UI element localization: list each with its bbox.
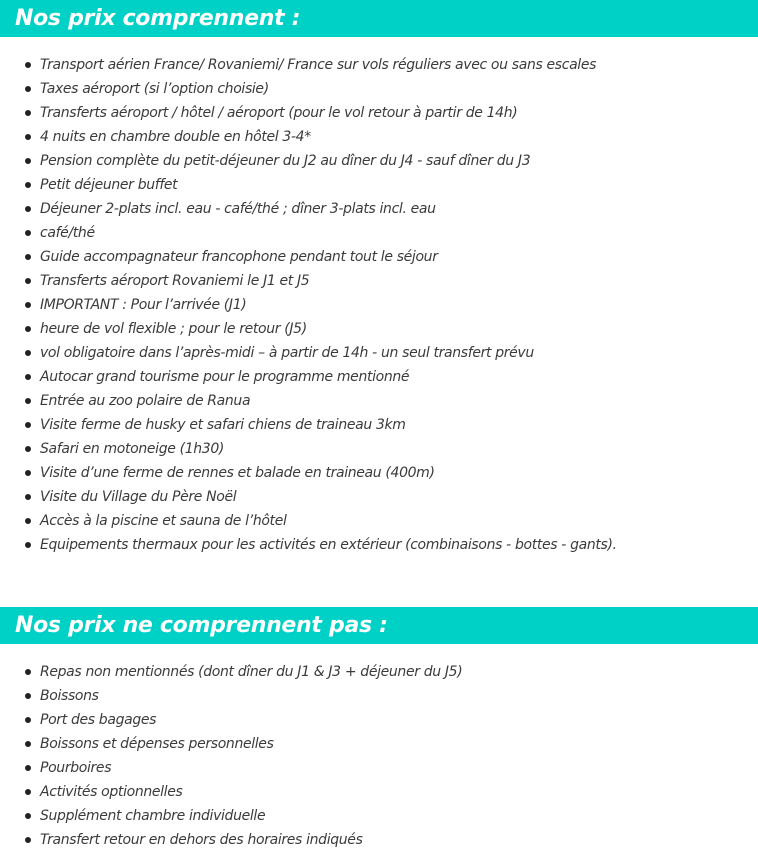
bullet-icon (25, 470, 31, 476)
bullet-icon (25, 789, 31, 795)
bullet-icon (25, 837, 31, 843)
list-item-text: 4 nuits en chambre double en hôtel 3-4* (40, 129, 311, 145)
bullet-icon (25, 765, 31, 771)
list-item (0, 173, 758, 197)
bullet-icon (25, 302, 31, 308)
list-item (0, 341, 758, 365)
included-section-title: Nos prix comprennent : (0, 0, 758, 37)
list-item-text: Taxes aéroport (si l’option choisie) (40, 81, 269, 97)
list-item (0, 533, 758, 557)
list-item (0, 77, 758, 101)
list-item (0, 708, 758, 732)
list-item-text: Transfert retour en dehors des horaires indiqués (40, 832, 363, 848)
list-item-text: Safari en motoneige (1h30) (40, 441, 225, 457)
list-item (0, 221, 758, 245)
list-item-text: Equipements thermaux pour les activités en extérieur (combinaisons - bottes - gants). (40, 537, 617, 553)
list-item (0, 461, 758, 485)
bullet-icon (25, 693, 31, 699)
bullet-icon (25, 350, 31, 356)
list-item (0, 365, 758, 389)
bullet-icon (25, 206, 31, 212)
included-items-list (0, 53, 758, 557)
list-item (0, 293, 758, 317)
excluded-items-list (0, 660, 758, 852)
list-item-text: Visite d’une ferme de rennes et balade en traineau (400m) (40, 465, 435, 481)
list-item-text: Transport aérien France/ Rovaniemi/ France sur vols réguliers avec ou sans escales (40, 57, 597, 73)
list-item-text: Pourboires (40, 760, 112, 776)
bullet-icon (25, 230, 31, 236)
excluded-section-title: Nos prix ne comprennent pas : (0, 607, 758, 644)
list-item-text: Boissons (40, 688, 99, 704)
bullet-icon (25, 374, 31, 380)
bullet-icon (25, 741, 31, 747)
list-item-text: Activités optionnelles (40, 784, 183, 800)
bullet-icon (25, 158, 31, 164)
list-item-text: Déjeuner 2-plats incl. eau - café/thé ; dîner 3-plats incl. eau (40, 201, 436, 217)
list-item-text: Entrée au zoo polaire de Ranua (40, 393, 251, 409)
bullet-icon (25, 518, 31, 524)
list-item-text: Visite du Village du Père Noël (40, 489, 237, 505)
bullet-icon (25, 446, 31, 452)
list-item-text: Visite ferme de husky et safari chiens de traineau 3km (40, 417, 406, 433)
list-item (0, 269, 758, 293)
list-item-text: Pension complète du petit-déjeuner du J2 au dîner du J4 - sauf dîner du J3 (40, 153, 531, 169)
list-item (0, 756, 758, 780)
list-item-text: Transferts aéroport Rovaniemi le J1 et J5 (40, 273, 310, 289)
list-item-text: Accès à la piscine et sauna de l’hôtel (40, 513, 287, 529)
list-item (0, 509, 758, 533)
list-item-text: Supplément chambre individuelle (40, 808, 266, 824)
list-item (0, 485, 758, 509)
list-item (0, 732, 758, 756)
bullet-icon (25, 110, 31, 116)
bullet-icon (25, 813, 31, 819)
list-item-text: Boissons et dépenses personnelles (40, 736, 274, 752)
bullet-icon (25, 717, 31, 723)
list-item-text: IMPORTANT : Pour l’arrivée (J1) (40, 297, 247, 313)
list-item-text: vol obligatoire dans l’après-midi – à partir de 14h - un seul transfert prévu (40, 345, 534, 361)
list-item (0, 53, 758, 77)
bullet-icon (25, 326, 31, 332)
list-item (0, 660, 758, 684)
list-item-text: Repas non mentionnés (dont dîner du J1 & J3 + déjeuner du J5) (40, 664, 463, 680)
list-item (0, 804, 758, 828)
list-item-text: Autocar grand tourisme pour le programme mentionné (40, 369, 410, 385)
list-item-text: Transferts aéroport / hôtel / aéroport (pour le vol retour à partir de 14h) (40, 105, 518, 121)
list-item-text: Port des bagages (40, 712, 157, 728)
bullet-icon (25, 494, 31, 500)
bullet-icon (25, 278, 31, 284)
bullet-icon (25, 422, 31, 428)
list-item-text: Petit déjeuner buffet (40, 177, 178, 193)
bullet-icon (25, 254, 31, 260)
bullet-icon (25, 134, 31, 140)
bullet-icon (25, 542, 31, 548)
list-item (0, 125, 758, 149)
bullet-icon (25, 86, 31, 92)
bullet-icon (25, 62, 31, 68)
bullet-icon (25, 669, 31, 675)
bullet-icon (25, 398, 31, 404)
list-item-text: café/thé (40, 225, 95, 241)
list-item (0, 197, 758, 221)
list-item (0, 413, 758, 437)
list-item (0, 684, 758, 708)
list-item (0, 101, 758, 125)
list-item (0, 780, 758, 804)
list-item (0, 828, 758, 852)
bullet-icon (25, 182, 31, 188)
list-item (0, 317, 758, 341)
list-item (0, 245, 758, 269)
list-item-text: heure de vol flexible ; pour le retour (J5) (40, 321, 307, 337)
list-item (0, 149, 758, 173)
list-item (0, 437, 758, 461)
list-item (0, 389, 758, 413)
list-item-text: Guide accompagnateur francophone pendant tout le séjour (40, 249, 438, 265)
